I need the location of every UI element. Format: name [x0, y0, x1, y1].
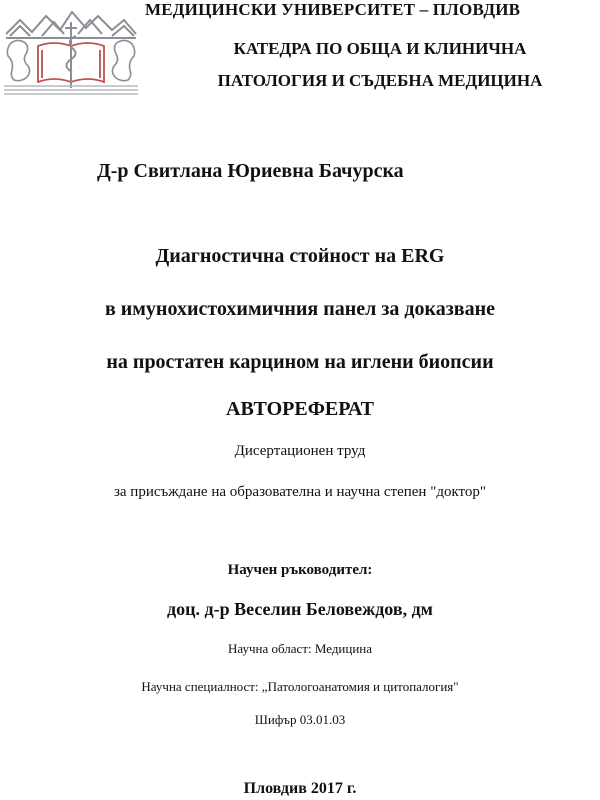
document-type: АВТОРЕФЕРАТ [226, 398, 374, 420]
specialty-code: Шифър 03.01.03 [254, 712, 346, 727]
university-name: МЕДИЦИНСКИ УНИВЕРСИТЕТ – ПЛОВДИВ [145, 0, 521, 19]
scientific-specialty: Научна специалност: „Патологоанатомия и цитопалогия" [141, 679, 459, 694]
title-line-2: в имунохистохимичния панел за доказване [104, 298, 495, 320]
university-logo [2, 6, 140, 96]
crest-icon [2, 6, 140, 96]
scientific-area: Научна област: Медицина [227, 641, 373, 656]
department-line-1: КАТЕДРА ПО ОБЩА И КЛИНИЧНА [233, 39, 527, 58]
title-line-3: на простатен карцином на иглени биопсии [106, 351, 494, 373]
place-and-year: Пловдив 2017 г. [243, 780, 357, 797]
department-line-2: ПАТОЛОГИЯ И СЪДЕБНА МЕДИЦИНА [217, 71, 543, 90]
author-name: Д-р Свитлана Юриевна Бачурска [97, 160, 404, 182]
supervisor-name: доц. д-р Веселин Беловеждов, дм [167, 599, 433, 619]
dissertation-label: Дисертационен труд [234, 443, 366, 459]
supervisor-label: Научен ръководител: [227, 562, 373, 578]
degree-description: за присъждане на образователна и научна степен "доктор" [113, 484, 487, 500]
title-line-1: Диагностична стойност на ERG [155, 245, 445, 267]
